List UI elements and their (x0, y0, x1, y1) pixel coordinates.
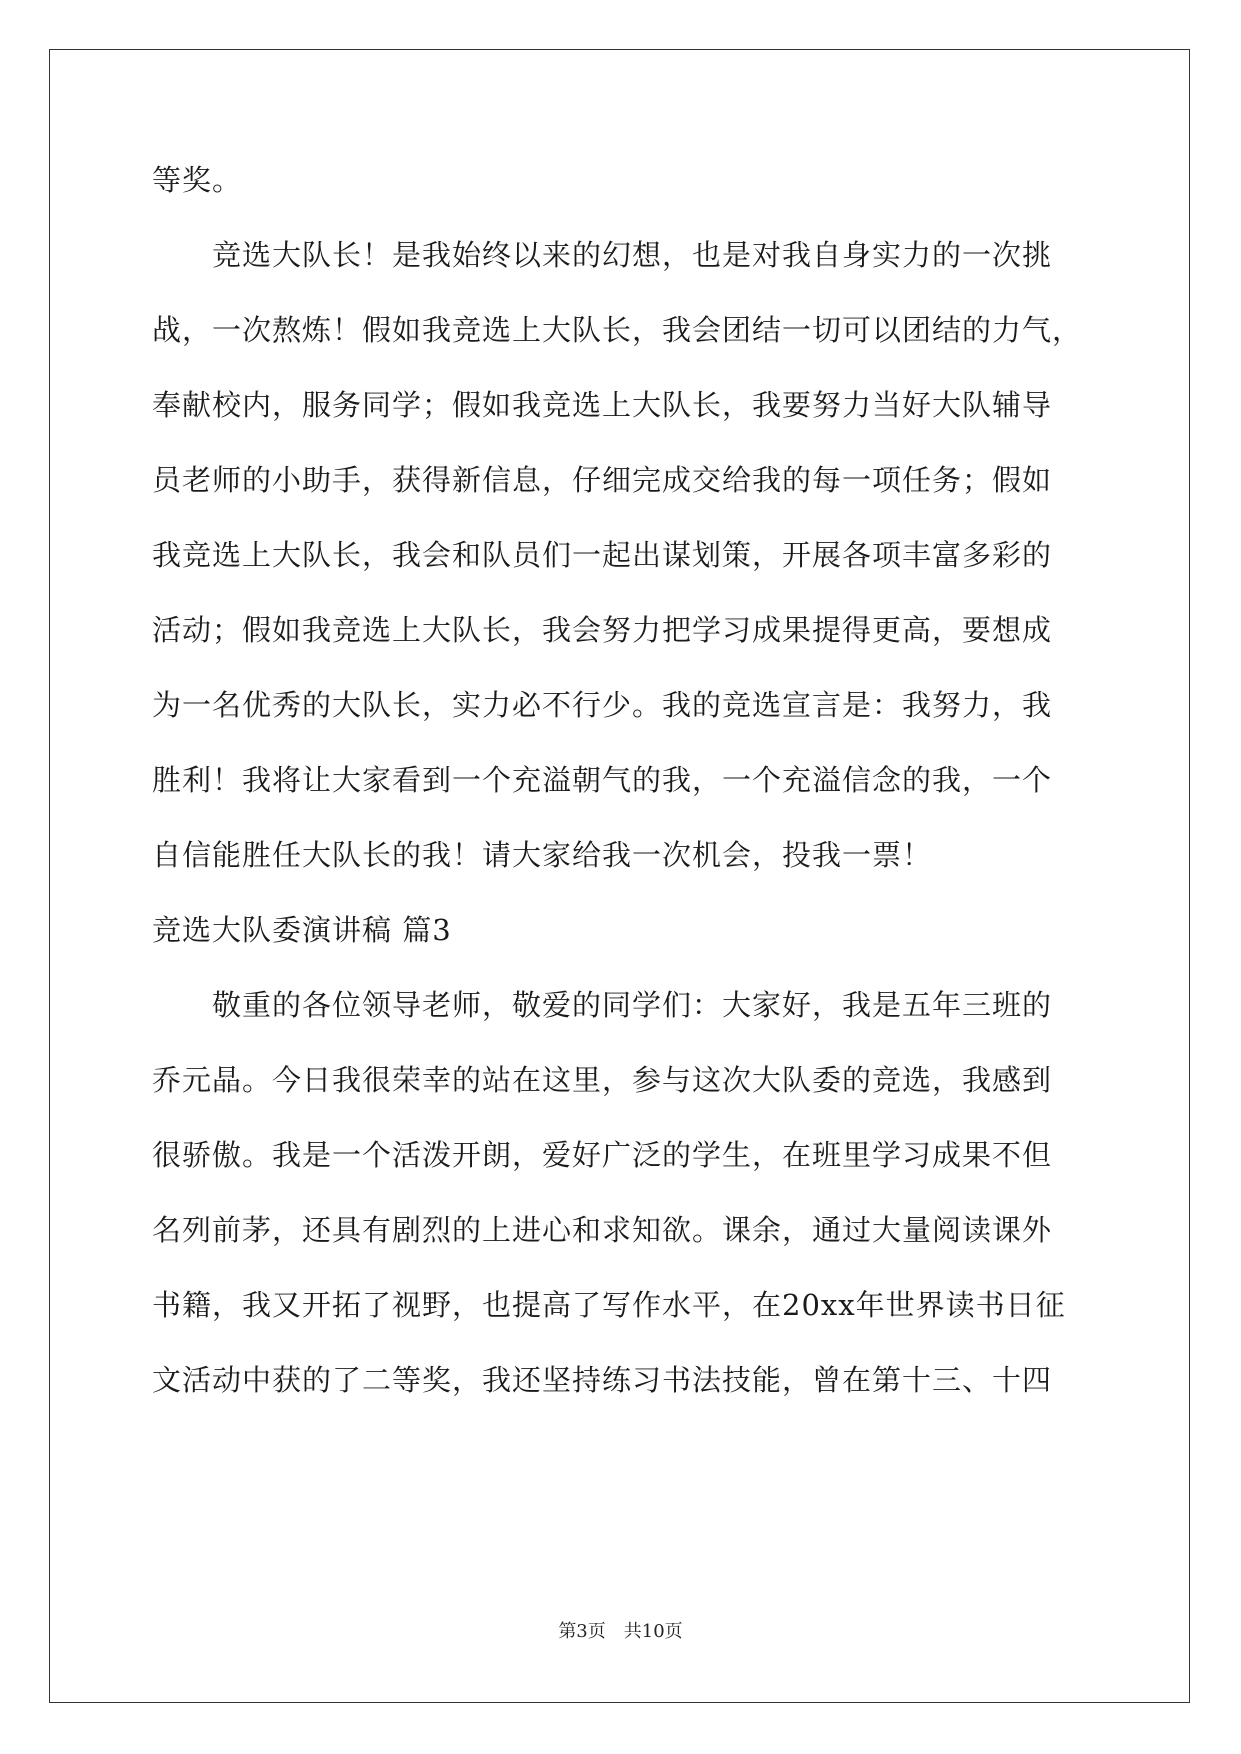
text-line: 乔元晶。今日我很荣幸的站在这里，参与这次大队委的竞选，我感到 (152, 1063, 1053, 1097)
text-line: 胜利！我将让大家看到一个充溢朝气的我，一个充溢信念的我，一个 (152, 763, 1053, 797)
text-line: 名列前茅，还具有剧烈的上进心和求知欲。课余，通过大量阅读课外 (152, 1213, 1053, 1247)
page-number: 第3页 共10页 (558, 1621, 683, 1642)
text-line: 奉献校内，服务同学；假如我竞选上大队长，我要努力当好大队辅导 (152, 388, 1053, 422)
text-line: 员老师的小助手，获得新信息，仔细完成交给我的每一项任务；假如 (152, 463, 1053, 497)
text-line: 战，一次熬炼！假如我竞选上大队长，我会团结一切可以团结的力气， (152, 313, 1083, 347)
section-heading: 竞选大队委演讲稿 篇3 (152, 913, 452, 947)
text-line: 等奖。 (152, 163, 243, 197)
text-line: 文活动中获的了二等奖，我还坚持练习书法技能，曾在第十三、十四 (152, 1363, 1053, 1397)
text-line: 我竞选上大队长，我会和队员们一起出谋划策，开展各项丰富多彩的 (152, 538, 1053, 572)
text-line: 为一名优秀的大队长，实力必不行少。我的竞选宣言是：我努力，我 (152, 688, 1053, 722)
text-line: 活动；假如我竞选上大队长，我会努力把学习成果提得更高，要想成 (152, 613, 1053, 647)
text-line: 竞选大队长！是我始终以来的幻想，也是对我自身实力的一次挑 (152, 238, 1053, 272)
text-line: 自信能胜任大队长的我！请大家给我一次机会，投我一票！ (152, 838, 933, 872)
text-line: 书籍，我又开拓了视野，也提高了写作水平，在20xx年世界读书日征 (152, 1288, 1066, 1322)
text-line: 很骄傲。我是一个活泼开朗，爱好广泛的学生，在班里学习成果不但 (152, 1138, 1053, 1172)
page-border (49, 49, 1190, 1703)
text-line: 敬重的各位领导老师，敬爱的同学们：大家好，我是五年三班的 (152, 988, 1053, 1022)
